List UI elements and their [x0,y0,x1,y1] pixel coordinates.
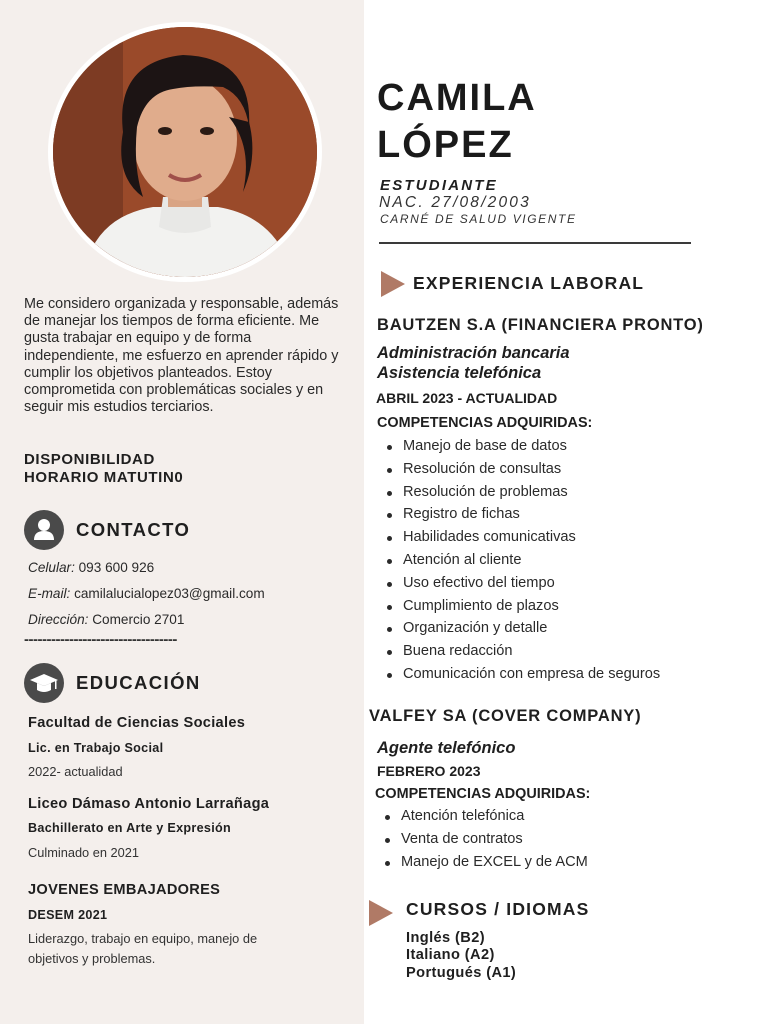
phone-label: Celular: [28,560,75,575]
address-value: Comercio 2701 [92,612,185,627]
list-item: Venta de contratos [375,828,588,851]
list-item: Cumplimiento de plazos [377,595,660,618]
availability-label: DISPONIBILIDAD [24,451,155,468]
job-position: Asistencia telefónica [377,364,542,382]
contact-title: CONTACTO [76,519,191,540]
contact-phone [28,560,154,575]
first-name: CAMILA [377,77,537,119]
profile-photo-frame [48,22,322,282]
education-institution: JOVENES EMBAJADORES [28,882,221,898]
last-name: LÓPEZ [377,124,514,166]
user-icon [24,510,64,550]
list-item: Registro de fichas [377,503,660,526]
job-position: Agente telefónico [377,739,516,757]
email-value: camilalucialopez03@gmail.com [74,586,265,601]
list-item: Atención telefónica [375,805,588,828]
job-date: ABRIL 2023 - ACTUALIDAD [376,390,558,406]
skills-list [375,805,588,873]
triangle-marker-icon [369,900,393,926]
job-positions [377,343,570,383]
list-item: Habilidades comunicativas [377,526,660,549]
triangle-marker-icon [381,271,405,297]
education-detail: 2022- actualidad [28,764,123,779]
education-program: DESEM 2021 [28,908,108,922]
full-name [377,75,537,169]
profile-summary: Me considero organizada y responsable, además de manejar los tiempos de forma eficiente. Me gusta trabajar en equipo y de forma independiente, me esfuerzo en aprender rápido y cumplir los objetivos planteados. Estoy comprometida con problemáticas sociales y en seguir mis estudios terciarios. [24,296,339,416]
header-rule [379,242,691,244]
graduation-cap-icon [24,663,64,703]
profile-photo [53,27,317,277]
skills-title: COMPETENCIAS ADQUIRIDAS: [375,786,591,802]
education-detail: Liderazgo, trabajo en equipo, manejo de objetivos y problemas. [28,931,258,966]
phone-value: 093 600 926 [78,560,155,575]
skills-list [377,435,660,686]
availability [24,451,183,487]
email-label: E-mail: [28,586,71,601]
language-item: Portugués (A1) [406,965,517,981]
job-date: FEBRERO 2023 [377,763,481,779]
education-program: Lic. en Trabajo Social [28,741,164,755]
list-item: Organización y detalle [377,617,660,640]
company-name: VALFEY SA (COVER COMPANY) [369,707,642,725]
education-institution: Facultad de Ciencias Sociales [28,715,246,731]
language-item: Inglés (B2) [406,930,486,946]
list-item: Resolución de consultas [377,458,660,481]
list-item: Atención al cliente [377,549,660,572]
address-label: Dirección: [28,612,89,627]
availability-value: HORARIO MATUTIN0 [24,469,184,486]
role: ESTUDIANTE [380,177,498,194]
job-position: Administración bancaria [377,344,570,362]
education-institution: Liceo Dámaso Antonio Larrañaga [28,796,270,812]
company-name: BAUTZEN S.A (FINANCIERA PRONTO) [377,316,704,334]
contact-address [28,612,184,627]
contact-email [28,586,265,601]
list-item: Resolución de problemas [377,481,660,504]
health-card: CARNÉ DE SALUD VIGENTE [380,212,577,226]
dashed-divider: ---------------------------------- [24,631,177,648]
skills-title: COMPETENCIAS ADQUIRIDAS: [377,415,593,431]
courses-title: CURSOS / IDIOMAS [406,899,590,919]
education-detail: Culminado en 2021 [28,845,139,860]
education-title: EDUCACIÓN [76,672,201,693]
list-item: Comunicación con empresa de seguros [377,663,660,686]
list-item: Uso efectivo del tiempo [377,572,660,595]
language-item: Italiano (A2) [406,947,495,963]
education-program: Bachillerato en Arte y Expresión [28,821,232,835]
experience-title: EXPERIENCIA LABORAL [413,273,645,293]
birth-date: NAC. 27/08/2003 [379,194,531,211]
list-item: Manejo de base de datos [377,435,660,458]
list-item: Manejo de EXCEL y de ACM [375,851,588,874]
list-item: Buena redacción [377,640,660,663]
